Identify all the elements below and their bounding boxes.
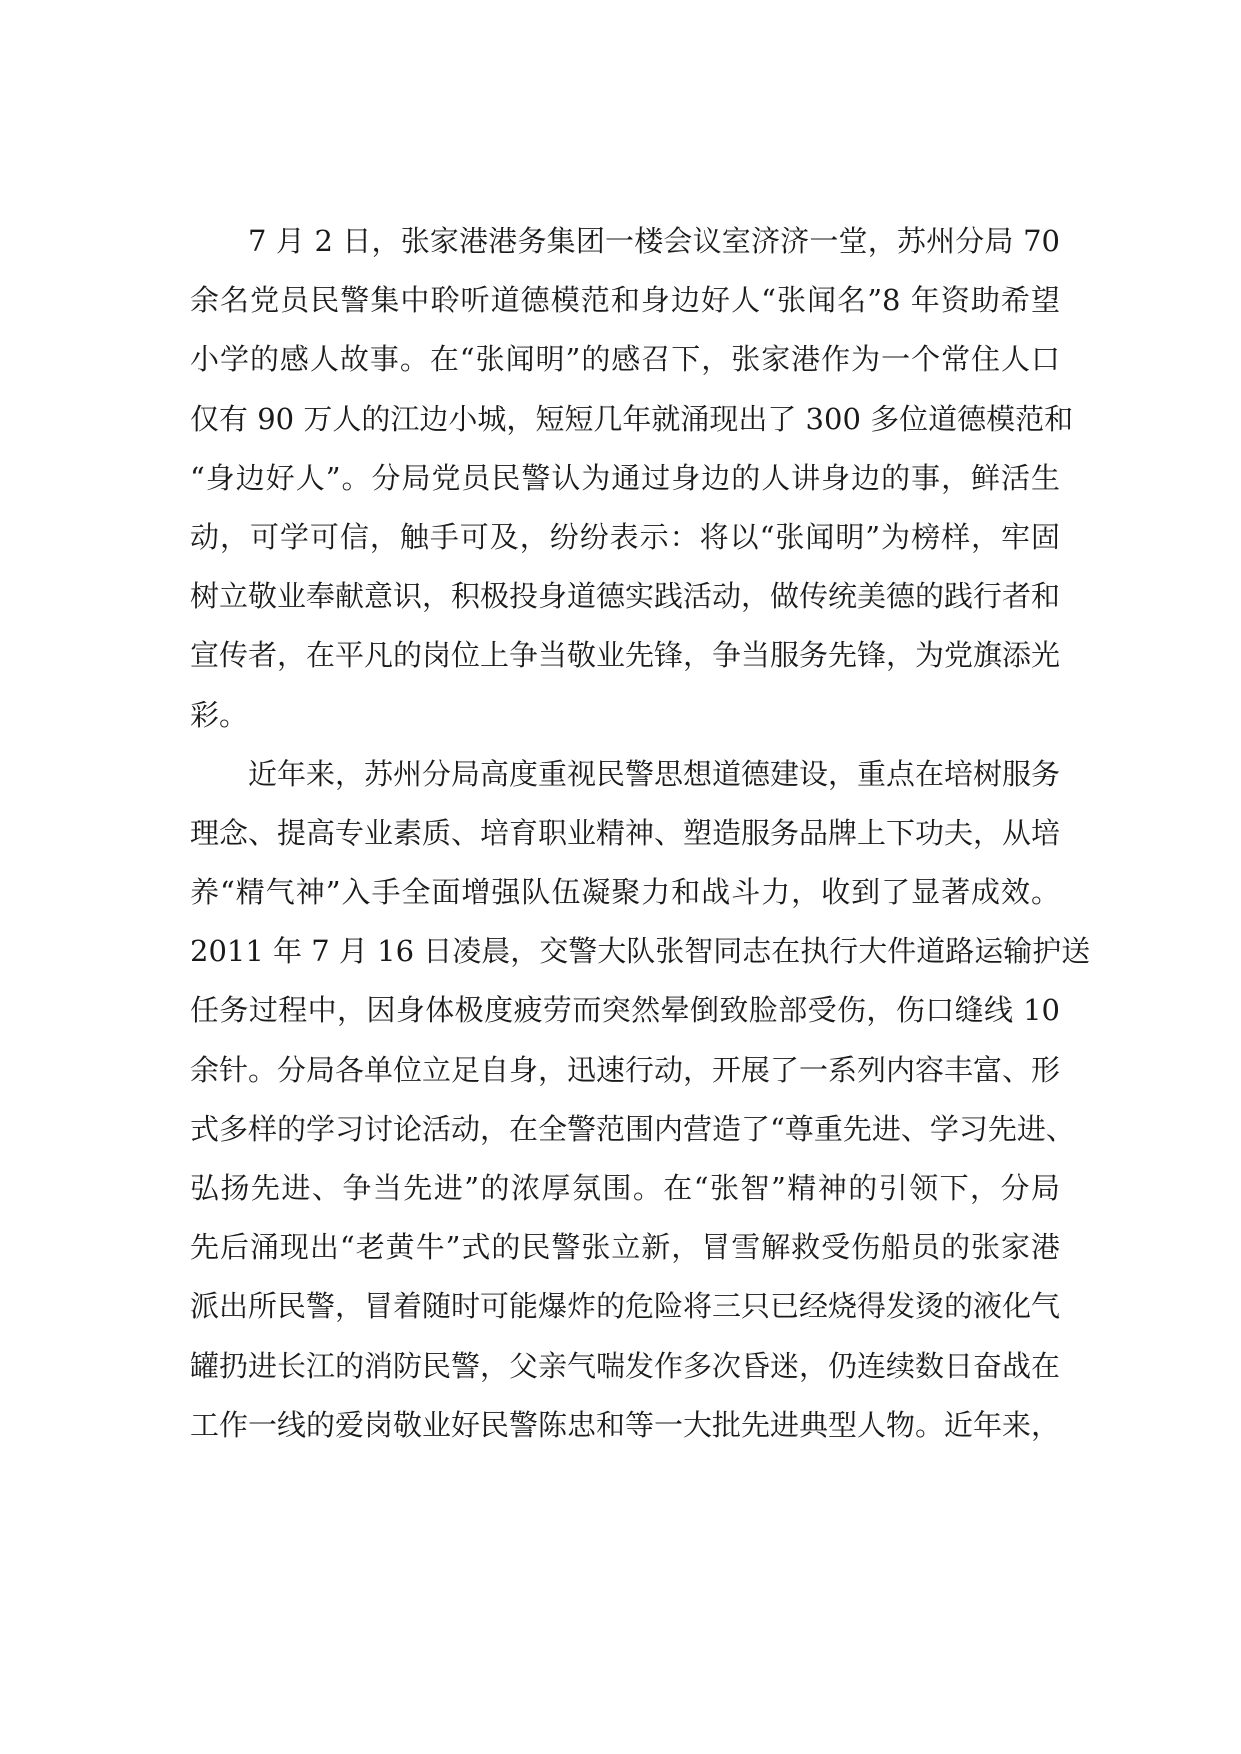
text-line: 任务过程中，因身体极度疲劳而突然晕倒致脸部受伤，伤口缝线 10: [190, 993, 1060, 1028]
text-line: 树立敬业奉献意识，积极投身道德实践活动，做传统美德的践行者和: [190, 579, 1061, 614]
document-body: [190, 212, 1091, 1455]
text-line: 养“精气神”入手全面增强队伍凝聚力和战斗力，收到了显著成效。: [190, 875, 1060, 910]
text-line: 动，可学可信，触手可及，纷纷表示：将以“张闻明”为榜样，牢固: [190, 519, 1060, 554]
text-line: 仅有 90 万人的江边小城，短短几年就涌现出了 300 多位道德模范和: [190, 401, 1074, 436]
text-line: 派出所民警，冒着随时可能爆炸的危险将三只已经烧得发烫的液化气: [190, 1289, 1061, 1324]
text-line: “身边好人”。分局党员民警认为通过身边的人讲身边的事，鲜活生: [190, 460, 1060, 495]
text-line: 7 月 2 日，张家港港务集团一楼会议室济济一堂，苏州分局 70: [248, 224, 1060, 258]
text-line: 弘扬先进、争当先进”的浓厚氛围。在“张智”精神的引领下，分局: [190, 1171, 1060, 1205]
text-line: 先后涌现出“老黄牛”式的民警张立新，冒雪解救受伤船员的张家港: [190, 1230, 1060, 1265]
paragraph-2: [190, 745, 1091, 1455]
text-line: 小学的感人故事。在“张闻明”的感召下，张家港作为一个常住人口: [190, 342, 1060, 377]
text-line: 宣传者，在平凡的岗位上争当敬业先锋，争当服务先锋，为党旗添光: [190, 638, 1061, 673]
text-line: 工作一线的爱岗敬业好民警陈忠和等一大批先进典型人物。近年来，: [190, 1407, 1061, 1442]
text-line: 近年来，苏州分局高度重视民警思想道德建设，重点在培树服务: [248, 756, 1061, 791]
text-line: 余名党员民警集中聆听道德模范和身边好人“张闻名”8 年资助希望: [190, 283, 1060, 318]
text-line: 式多样的学习讨论活动，在全警范围内营造了“尊重先进、学习先进、: [190, 1111, 1075, 1146]
text-line: 2011 年 7 月 16 日凌晨，交警大队张智同志在执行大件道路运输护送: [190, 934, 1091, 969]
text-line: 余针。分局各单位立足自身，迅速行动，开展了一系列内容丰富、形: [190, 1052, 1061, 1087]
paragraph-1: [190, 212, 1074, 745]
text-line: 彩。: [190, 697, 249, 732]
text-line: 理念、提高专业素质、培育职业精神、塑造服务品牌上下功夫，从培: [190, 815, 1061, 850]
text-line: 罐扔进长江的消防民警，父亲气喘发作多次昏迷，仍连续数日奋战在: [190, 1348, 1061, 1383]
